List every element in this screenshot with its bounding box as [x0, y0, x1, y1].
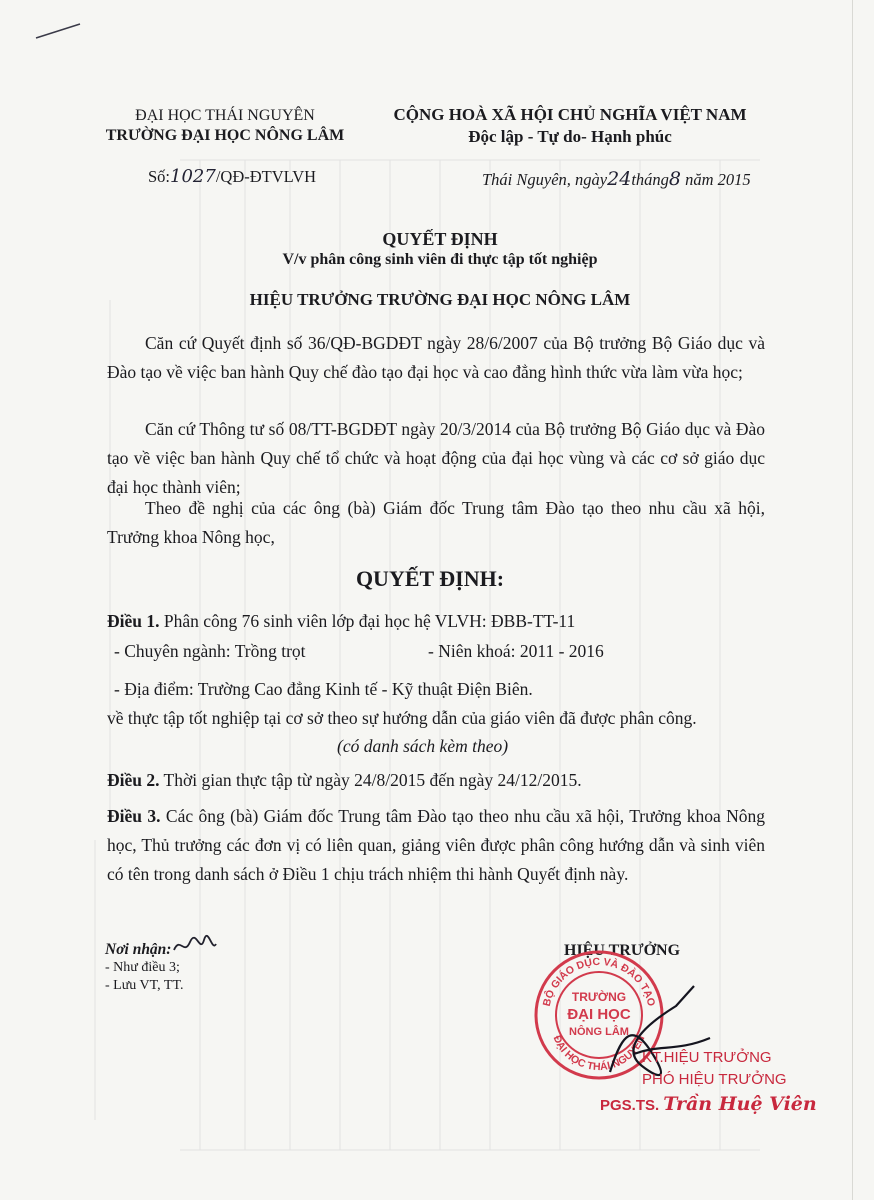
number-prefix: Số:: [148, 167, 171, 186]
vice-rector-line: PHÓ HIỆU TRƯỞNG: [642, 1071, 787, 1088]
recipient-item: - Lưu VT, TT.: [105, 978, 184, 993]
article-2: [107, 769, 582, 791]
national-header: [360, 104, 780, 148]
handwritten-day: 24: [607, 168, 632, 190]
parent-organization: ĐẠI HỌC THÁI NGUYÊN: [135, 107, 315, 124]
kt-rector-line: KT.HIỆU TRƯỞNG: [642, 1049, 772, 1066]
recipients-label: Nơi nhận:: [105, 941, 172, 958]
seal-line-2: ĐẠI HỌC: [567, 1006, 631, 1023]
decision-heading: QUYẾT ĐỊNH:: [355, 566, 505, 591]
article-1-note: (có danh sách kèm theo): [337, 736, 509, 756]
article-3-text: Các ông (bà) Giám đốc Trung tâm Đào tạo theo nhu cầu xã hội, Trưởng khoa Nông học, Thủ trưởng các đơn vị có liên quan, giảng viên được phân công hướng dẫn và sinh viên có tên trong danh sách ở Điều 1 chịu trách nhiệm thi hành Quyết định này.: [107, 806, 766, 884]
article-1-major: - Chuyên ngành: Trồng trọt: [114, 641, 306, 661]
article-1: [107, 610, 575, 632]
place-date: [482, 168, 751, 191]
article-1-tail: về thực tập tốt nghiệp tại cơ sở theo sự hướng dẫn của giáo viên đã được phân công.: [107, 708, 697, 728]
seal-line-1: TRƯỜNG: [571, 990, 627, 1004]
document-number: [148, 166, 316, 188]
handwritten-month: 8: [668, 168, 681, 190]
pen-mark-icon: [34, 20, 84, 44]
national-motto: Độc lập - Tự do- Hạnh phúc: [468, 127, 672, 146]
initials-scribble-icon: [172, 934, 218, 958]
place-date-part1: Thái Nguyên, ngày: [482, 170, 608, 189]
article-1-label: Điều 1.: [107, 611, 160, 631]
article-3-label: Điều 3.: [107, 806, 161, 826]
seal-line-3: NÔNG LÂM: [569, 1026, 629, 1038]
organization-name: TRƯỜNG ĐẠI HỌC NÔNG LÂM: [105, 127, 345, 144]
handwritten-number: 1027: [170, 166, 216, 187]
article-1-course: - Niên khoá: 2011 - 2016: [428, 641, 604, 661]
signer-degree: PGS.TS.: [600, 1097, 660, 1114]
preamble-paragraph-2: Căn cứ Thông tư số 08/TT-BGDĐT ngày 20/3/2014 của Bộ trưởng Bộ Giáo dục và Đào tạo về việc ban hành Quy chế tổ chức và hoạt động của đại học vùng và các cơ sở giáo dục đại học thành viên;: [107, 419, 765, 497]
recipient-item: - Như điều 3;: [105, 960, 180, 975]
place-date-part2: tháng: [631, 170, 669, 189]
signature-title: HIỆU TRƯỞNG: [564, 942, 681, 959]
authority-line: HIỆU TRƯỞNG TRƯỜNG ĐẠI HỌC NÔNG LÂM: [249, 290, 631, 309]
seal-top-text: BỘ GIÁO DỤC VÀ ĐÀO TẠO: [540, 955, 658, 1008]
decision-subject: V/v phân công sinh viên đi thực tập tốt nghiệp: [282, 251, 598, 268]
page-edge-divider: [852, 0, 853, 1200]
national-title: CỘNG HOÀ XÃ HỘI CHỦ NGHĨA VIỆT NAM: [393, 105, 747, 124]
organization-block: [90, 106, 360, 146]
seal-bottom-text: ĐẠI HỌC THÁI NGUYÊN: [550, 1033, 648, 1074]
signer-name-line: [600, 1091, 817, 1119]
article-1-place: - Địa điểm: Trường Cao đẳng Kinh tế - Kỹ thuật Điện Biên.: [114, 679, 533, 699]
decision-title: QUYẾT ĐỊNH: [382, 229, 498, 249]
signer-name: Trần Huệ Viên: [663, 1093, 817, 1115]
article-3: [107, 802, 765, 889]
preamble-paragraph-1: Căn cứ Quyết định số 36/QĐ-BGDĐT ngày 28/6/2007 của Bộ trưởng Bộ Giáo dục và Đào tạo về việc ban hành Quy chế đào tạo đại học và cao đẳng hình thức vừa làm vừa học;: [107, 333, 765, 382]
article-2-text: Thời gian thực tập từ ngày 24/8/2015 đến ngày 24/12/2015.: [159, 770, 582, 790]
article-2-label: Điều 2.: [107, 770, 160, 790]
title-block: [150, 228, 730, 270]
place-date-part3: năm 2015: [685, 170, 751, 189]
article-1-text: Phân công 76 sinh viên lớp đại học hệ VLVH: ĐBB-TT-11: [159, 611, 576, 631]
number-suffix: /QĐ-ĐTVLVH: [215, 167, 317, 186]
preamble-paragraph-3: Theo đề nghị của các ông (bà) Giám đốc Trung tâm Đào tạo theo nhu cầu xã hội, Trưởng khoa Nông học,: [107, 498, 765, 547]
